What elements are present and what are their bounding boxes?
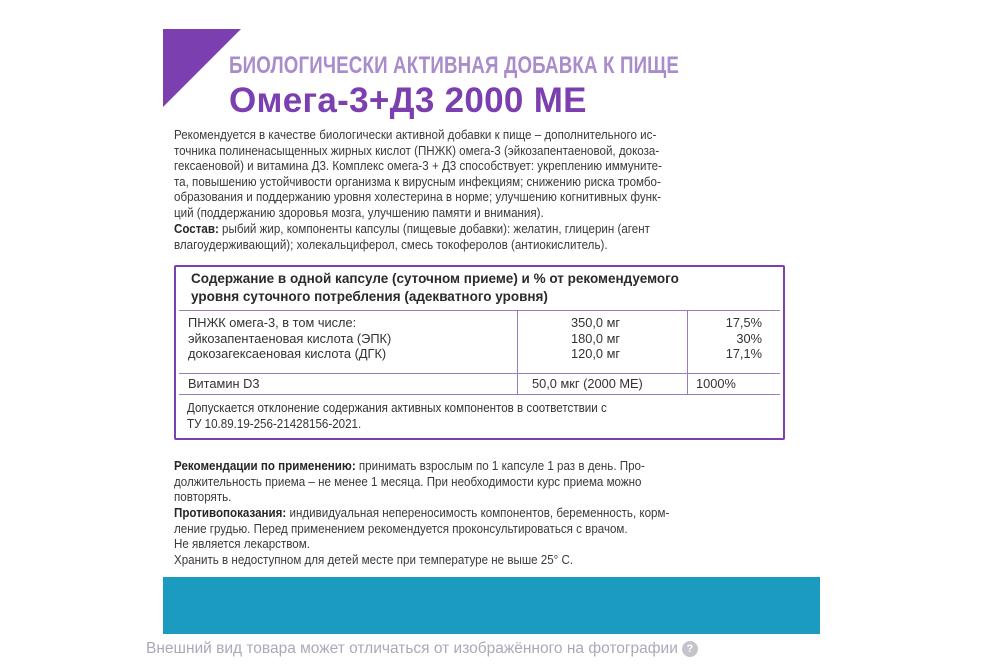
description-line: ций (поддержанию здоровья мозга, улучшению памяти и внимания). bbox=[174, 205, 544, 220]
usage-title: Рекомендации по применению: bbox=[174, 459, 356, 473]
table-row: Витамин D3 bbox=[188, 376, 260, 391]
table-amounts: 350,0 мг 180,0 мг 120,0 мг bbox=[571, 315, 621, 361]
column-divider bbox=[517, 373, 518, 394]
description-text bbox=[174, 128, 777, 222]
description-line: точника полиненасыщенных жирных кислот (ПНЖК) омега-3 (эйкозапентаеновой, докоза- bbox=[174, 143, 660, 158]
not-medicine-text: Не является лекарством. bbox=[174, 537, 310, 552]
nutrition-table bbox=[174, 265, 785, 440]
description-line: гексаеновой) и витамина Д3. Комплекс омега-3 + Д3 способствует: укреплению иммуните- bbox=[174, 159, 662, 174]
table-divider bbox=[179, 394, 780, 395]
contraindications-text: Противопоказания: индивидуальная непереносимость компонентов, беременность, корм- ление грудью. Перед применением рекомендуется проконсультироваться с врачом. Не является лекарством. Хранить в недоступном для детей месте при температуре не выше 25° С. bbox=[174, 506, 777, 568]
table-note: Допускается отклонение содержания активных компонентов в соответствии с ТУ 10.89.19-256-21428156-2021. bbox=[187, 401, 607, 431]
column-divider bbox=[517, 310, 518, 374]
table-divider bbox=[179, 310, 780, 311]
table-amounts: 50,0 мкг (2000 МЕ) bbox=[532, 376, 643, 391]
product-title: Омега-3+Д3 2000 МЕ bbox=[229, 81, 587, 120]
table-percents: 17,5% 30% 17,1% bbox=[725, 315, 762, 361]
label-subtitle: БИОЛОГИЧЕСКИ АКТИВНАЯ ДОБАВКА К ПИЩЕ bbox=[229, 52, 680, 79]
table-percents: 1000% bbox=[696, 376, 736, 391]
composition-text bbox=[174, 222, 777, 253]
table-divider bbox=[179, 373, 780, 374]
composition-line: рыбий жир, компоненты капсулы (пищевые добавки): желатин, глицерин (агент bbox=[222, 222, 650, 236]
composition-line: влагоудерживающий); холекальциферол, смесь токоферолов (антиокислитель). bbox=[174, 237, 608, 252]
table-row: ПНЖК омега-3, в том числе: эйкозапентаеновая кислота (ЭПК) докозагексаеновая кислота (ДГК) bbox=[188, 315, 392, 361]
column-divider bbox=[687, 310, 688, 374]
disclaimer-text: Внешний вид товара может отличаться от изображённого на фотографии bbox=[146, 640, 678, 657]
teal-band-decoration bbox=[163, 577, 820, 634]
question-circle-icon[interactable]: ? bbox=[682, 641, 698, 657]
description-line: та, повышению устойчивости организма к вирусным инфекциям; снижению риска тромбо- bbox=[174, 174, 661, 189]
storage-text: Хранить в недоступном для детей месте при температуре не выше 25° С. bbox=[174, 552, 574, 567]
description-line: образования и поддержанию уровня холестерина в норме; улучшению когнитивных функ- bbox=[174, 190, 661, 205]
description-line: Рекомендуется в качестве биологически активной добавки к пище – дополнительного ис- bbox=[174, 128, 657, 142]
column-divider bbox=[687, 373, 688, 394]
table-header: Содержание в одной капсуле (суточном приеме) и % от рекомендуемого уровня суточного потребления (адекватного уровня) bbox=[191, 271, 679, 304]
image-disclaimer bbox=[146, 640, 698, 658]
usage-text: Рекомендации по применению: принимать взрослым по 1 капсуле 1 раз в день. Про- должительность приема – не менее 1 месяца. При необходимости курс приема можно повторять. bbox=[174, 459, 645, 505]
contraindications-title: Противопоказания: bbox=[174, 506, 287, 520]
product-label-image bbox=[163, 29, 820, 607]
composition-title: Состав: bbox=[174, 222, 219, 236]
